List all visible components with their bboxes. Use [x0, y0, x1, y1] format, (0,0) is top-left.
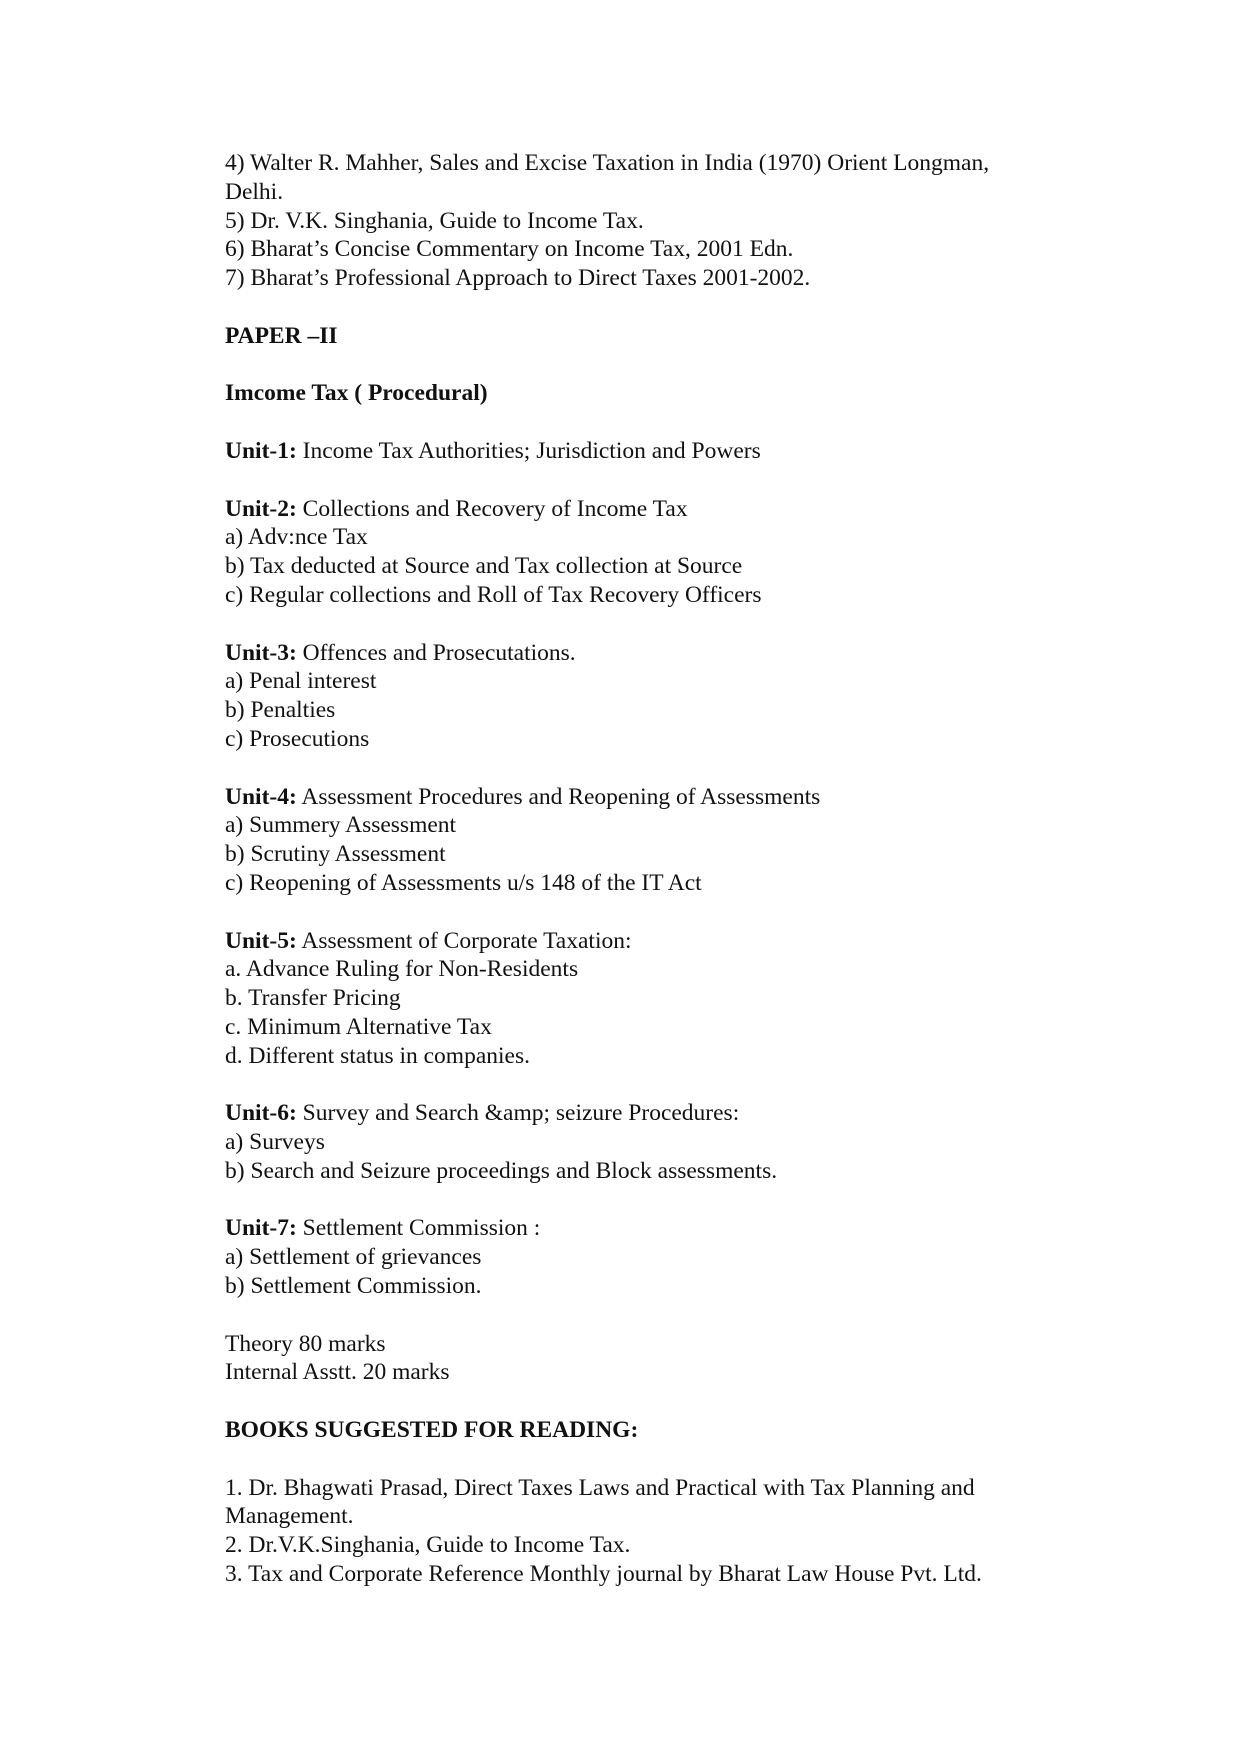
unit-heading	[225, 437, 1125, 466]
unit-label: Unit-4:	[225, 783, 297, 810]
book-line: 4) Walter R. Mahher, Sales and Excise Taxation in India (1970) Orient Longman,	[225, 150, 990, 176]
unit-item: c) Regular collections and Roll of Tax Recovery Officers	[225, 581, 762, 608]
books-heading: BOOKS SUGGESTED FOR READING:	[225, 1417, 639, 1444]
unit-item: c) Reopening of Assessments u/s 148 of the IT Act	[225, 869, 702, 896]
book-line: 2. Dr.V.K.Singhania, Guide to Income Tax.	[225, 1532, 631, 1559]
unit-title: Income Tax Authorities; Jurisdiction and Powers	[296, 437, 761, 464]
unit-item: b. Transfer Pricing	[225, 985, 401, 1012]
unit-item: a) Settlement of grievances	[225, 1244, 482, 1271]
internal-marks: Internal Asstt. 20 marks	[225, 1359, 450, 1386]
unit-item: b) Scrutiny Assessment	[225, 841, 446, 868]
unit-item: b) Settlement Commission.	[225, 1273, 482, 1300]
unit-label: Unit-2:	[225, 495, 297, 522]
unit-heading	[225, 639, 1125, 668]
unit-item: b) Tax deducted at Source and Tax collection at Source	[225, 553, 743, 580]
book-line: 3. Tax and Corporate Reference Monthly journal by Bharat Law House Pvt. Ltd.	[225, 1561, 982, 1588]
book-line: Management.	[225, 1503, 354, 1530]
suggested-book-list	[225, 1474, 1125, 1589]
unit-item: a. Advance Ruling for Non-Residents	[225, 956, 579, 983]
unit-heading	[225, 927, 1125, 956]
book-line: 1. Dr. Bhagwati Prasad, Direct Taxes Laws and Practical with Tax Planning and	[225, 1474, 975, 1501]
unit-item: c) Prosecutions	[225, 725, 370, 752]
unit-heading	[225, 783, 1125, 812]
unit-title: Offences and Prosecutations.	[296, 639, 576, 666]
unit-title: Survey and Search &amp; seizure Procedures:	[296, 1100, 740, 1127]
unit-heading	[225, 1214, 1125, 1243]
unit-title: Settlement Commission :	[296, 1215, 541, 1242]
unit-item: b) Search and Seizure proceedings and Block assessments.	[225, 1157, 778, 1184]
unit-item: b) Penalties	[225, 697, 336, 724]
unit-label: Unit-7:	[225, 1215, 297, 1242]
unit-label: Unit-3:	[225, 639, 297, 666]
unit-title: Collections and Recovery of Income Tax	[296, 495, 688, 522]
book-line: 5) Dr. V.K. Singhania, Guide to Income Tax.	[225, 207, 644, 234]
unit-title: Assessment Procedures and Reopening of Assessments	[296, 783, 821, 810]
theory-marks: Theory 80 marks	[225, 1330, 386, 1357]
page-content	[225, 149, 1125, 1589]
unit-item: a) Penal interest	[225, 668, 377, 695]
book-line: Delhi.	[225, 178, 284, 205]
book-line: 7) Bharat’s Professional Approach to Direct Taxes 2001-2002.	[225, 265, 811, 292]
unit-title: Assessment of Corporate Taxation:	[296, 927, 632, 954]
unit-heading	[225, 495, 1125, 524]
unit-label: Unit-6:	[225, 1100, 297, 1127]
unit-item: c. Minimum Alternative Tax	[225, 1013, 492, 1040]
unit-item: a) Surveys	[225, 1129, 325, 1156]
unit-item: d. Different status in companies.	[225, 1042, 530, 1069]
paper-title: Imcome Tax ( Procedural)	[225, 380, 488, 407]
paper-heading: PAPER –II	[225, 322, 338, 349]
unit-label: Unit-5:	[225, 927, 297, 954]
book-line: 6) Bharat’s Concise Commentary on Income Tax, 2001 Edn.	[225, 236, 794, 263]
unit-item: a) Adv:nce Tax	[225, 524, 368, 551]
intro-book-list	[225, 149, 1125, 293]
unit-label: Unit-1:	[225, 437, 297, 464]
unit-item: a) Summery Assessment	[225, 812, 457, 839]
unit-heading	[225, 1099, 1125, 1128]
